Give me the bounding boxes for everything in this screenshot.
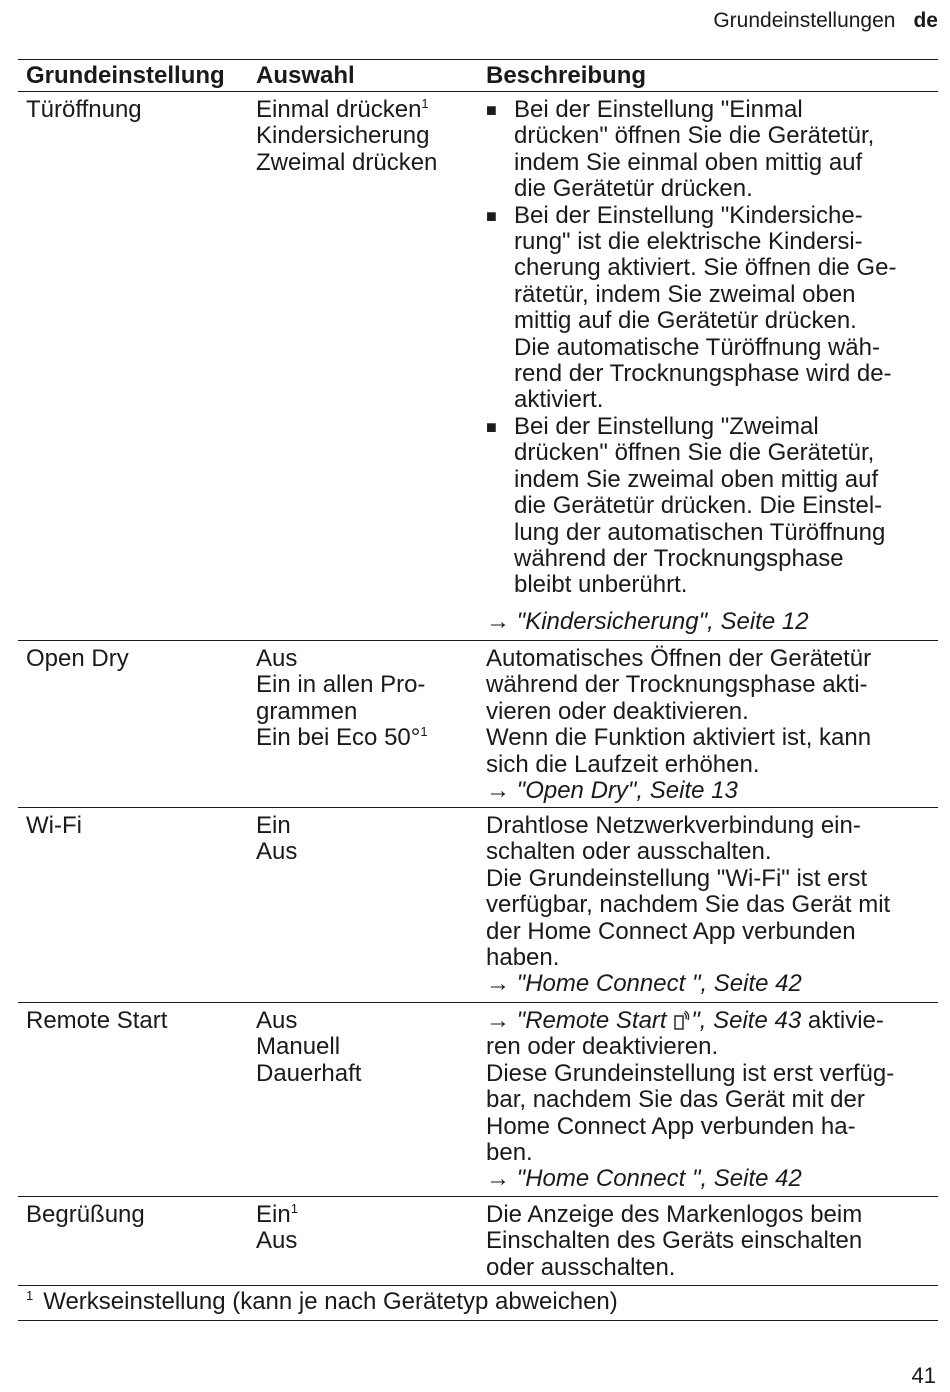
row-rule: [18, 640, 938, 641]
arrow-right-icon: →: [486, 1007, 510, 1034]
text-line: Bei der Einstellung "Kindersiche-: [514, 201, 863, 229]
text-line: cherung aktiviert. Sie öffnen die Ge-: [514, 254, 897, 282]
text-line: Wenn die Funktion aktiviert ist, kann: [486, 724, 872, 752]
reference-text: "Home Connect ", Seite 42: [516, 970, 802, 998]
text-line: Die Anzeige des Markenlogos beim: [486, 1201, 863, 1228]
text-line: Die Grundeinstellung "Wi-Fi" ist erst: [486, 864, 868, 892]
setting-name: Begrüßung: [26, 1201, 145, 1228]
text-line: drücken" öffnen Sie die Gerätetür,: [514, 439, 875, 467]
text-line: der Home Connect App verbunden: [486, 917, 856, 945]
option: grammen: [256, 697, 358, 725]
text-line: bleibt unberührt.: [514, 571, 688, 599]
text-line: Drahtlose Netzwerkverbindung ein-: [486, 812, 861, 839]
text-line: sich die Laufzeit erhöhen.: [486, 750, 760, 778]
arrow-right-icon: →: [486, 777, 510, 805]
description: [486, 646, 871, 804]
option: Ein bei Eco 50°: [256, 724, 421, 752]
cross-reference-link[interactable]: [486, 778, 871, 804]
text-line: ben.: [486, 1139, 533, 1167]
setting-name: Wi-Fi: [26, 812, 82, 839]
option: Ein: [256, 812, 291, 839]
table-top-rule: [18, 59, 938, 60]
text-line: bar, nachdem Sie das Gerät mit der: [486, 1086, 865, 1114]
text-line: ren oder deaktivieren.: [486, 1033, 719, 1061]
text-line: während der Trocknungsphase akti-: [486, 671, 868, 699]
text-line: Diese Grundeinstellung ist erst verfüg-: [486, 1059, 895, 1087]
column-header-setting: Grundeinstellung: [26, 62, 225, 89]
arrow-right-icon: →: [486, 608, 510, 635]
text-line: Die automatische Türöffnung wäh-: [514, 333, 880, 361]
option: Dauerhaft: [256, 1059, 362, 1087]
text-line: vieren oder deaktivieren.: [486, 697, 749, 725]
reference-text: ", Seite 43: [691, 1007, 802, 1034]
column-header-description: Beschreibung: [486, 62, 647, 89]
text-line: drücken" öffnen Sie die Gerätetür,: [514, 122, 875, 150]
footnote-ref: 1: [420, 724, 428, 740]
text-line: indem Sie einmal oben mittig auf: [514, 148, 863, 176]
text-line: die Gerätetür drücken. Die Einstel-: [514, 492, 883, 520]
header-rule: [18, 91, 938, 92]
description: [486, 1202, 862, 1281]
option: Aus: [256, 838, 298, 866]
cross-reference-link[interactable]: [486, 609, 809, 635]
text-line: Einschalten des Geräts einschalten: [486, 1227, 863, 1255]
option: Manuell: [256, 1033, 341, 1061]
row-rule: [18, 1196, 938, 1197]
reference-text: "Open Dry", Seite 13: [516, 777, 738, 805]
option: Ein in allen Pro-: [256, 671, 426, 699]
text-line: Home Connect App verbunden ha-: [486, 1112, 856, 1140]
option: Aus: [256, 1227, 298, 1255]
text-line: rätetür, indem Sie zweimal oben: [514, 280, 856, 308]
description: [486, 813, 890, 998]
option-list: [256, 1008, 361, 1087]
text-line: aktiviert.: [514, 386, 604, 414]
row-rule: [18, 1002, 938, 1003]
arrow-right-icon: →: [486, 1165, 510, 1193]
text-line: während der Trocknungsphase: [514, 544, 844, 572]
setting-name: Open Dry: [26, 645, 129, 672]
row-rule: [18, 807, 938, 808]
option-list: [256, 97, 437, 176]
cross-reference-link[interactable]: [486, 1166, 894, 1192]
bullet-square-icon: ■: [486, 205, 497, 226]
option: Ein: [256, 1201, 291, 1228]
bullet-square-icon: ■: [486, 100, 497, 120]
text-line: aktivie-: [807, 1007, 884, 1034]
page-number: 41: [911, 1363, 936, 1388]
text-line: Bei der Einstellung "Zweimal: [514, 412, 819, 440]
footnote-mark: 1: [26, 1288, 34, 1303]
text-line: haben.: [486, 944, 560, 972]
running-header: [713, 8, 938, 34]
bullet-square-icon: ■: [486, 416, 497, 437]
text-line: die Gerätetür drücken.: [514, 175, 753, 203]
option-list: [256, 1202, 298, 1255]
option-list: [256, 646, 428, 752]
row-rule: [18, 1285, 938, 1286]
text-line: indem Sie zweimal oben mittig auf: [514, 465, 879, 493]
description: [486, 97, 896, 599]
setting-name: Türöffnung: [26, 96, 142, 123]
column-header-option: Auswahl: [256, 62, 355, 89]
bullet-item: [486, 97, 896, 203]
option: Aus: [256, 1007, 298, 1034]
footnote-ref: 1: [290, 1201, 298, 1216]
text-line: rend der Trocknungsphase wird de-: [514, 360, 892, 388]
option: Kindersicherung: [256, 122, 430, 150]
text-line: Automatisches Öffnen der Gerätetür: [486, 645, 872, 672]
reference-text: "Remote Start: [516, 1007, 674, 1034]
text-line: mittig auf die Gerätetür drücken.: [514, 307, 857, 335]
setting-name: Remote Start: [26, 1007, 168, 1034]
option: Aus: [256, 645, 298, 672]
footnote-text: Werkseinstellung (kann je nach Gerätetyp abweichen): [43, 1288, 618, 1315]
cross-reference-link[interactable]: [486, 1007, 808, 1034]
language-tag: de: [913, 9, 938, 32]
option: Einmal drücken: [256, 96, 422, 123]
reference-text: "Kindersicherung", Seite 12: [516, 608, 809, 635]
cross-reference-link[interactable]: [486, 971, 890, 997]
reference-text: "Home Connect ", Seite 42: [516, 1165, 802, 1193]
description: [486, 1008, 894, 1193]
option: Zweimal drücken: [256, 148, 438, 176]
text-line: verfügbar, nachdem Sie das Gerät mit: [486, 891, 891, 919]
text-line: Bei der Einstellung "Einmal: [514, 96, 803, 123]
arrow-right-icon: →: [486, 970, 510, 998]
footnote-ref: 1: [421, 96, 429, 111]
table-bottom-rule: [18, 1320, 938, 1321]
bullet-item: [486, 203, 896, 414]
section-title: Grundeinstellungen: [713, 9, 896, 32]
option-list: [256, 813, 297, 866]
text-line: lung der automatischen Türöffnung: [514, 518, 886, 546]
table-footnote: [26, 1289, 618, 1315]
text-line: oder ausschalten.: [486, 1253, 676, 1281]
text-line: rung" ist die elektrische Kindersi-: [514, 228, 863, 256]
remote-start-icon: [673, 1010, 691, 1030]
text-line: schalten oder ausschalten.: [486, 838, 772, 866]
bullet-item: [486, 414, 896, 599]
